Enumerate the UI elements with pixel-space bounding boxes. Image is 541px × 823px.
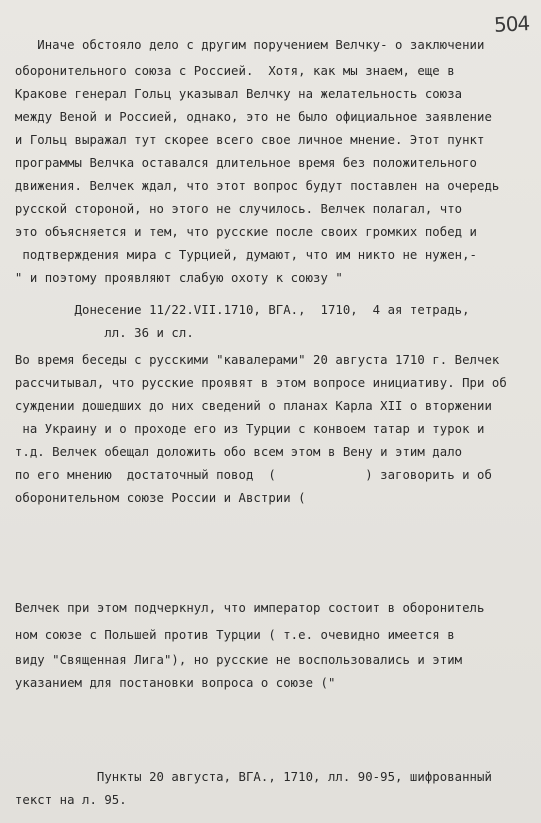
citation-line: Донесение 11/22.VII.1710, ВГА., 1710, 4 ая тетрадь,	[0, 303, 470, 317]
text-line: рассчитывал, что русские проявят в этом вопросе инициативу. При об	[0, 376, 507, 390]
text-line: оборонительного союза с Россией. Хотя, как мы знаем, еще в	[0, 64, 455, 78]
text-line: Кракове генерал Гольц указывал Велчку на желательность союза	[0, 87, 463, 101]
text-line: и Гольц выражал тут скорее всего свое личное мнение. Этот пункт	[0, 133, 485, 147]
text-line: программы Велчка оставался длительное время без положительного	[0, 156, 478, 170]
text-line: подтверждения мира с Турцией, думают, что им никто не нужен,-	[0, 248, 478, 262]
text-line: по его мнению достаточный повод ( ) заговорить и об	[0, 468, 492, 482]
text-line: между Веной и Россией, однако, это не было официальное заявление	[0, 110, 492, 124]
citation-line: текст на л. 95.	[0, 793, 127, 807]
text-line: Иначе обстояло дело с другим поручением Велчку- о заключении	[0, 38, 485, 52]
text-line: Велчек при этом подчеркнул, что император состоит в оборонитель	[0, 601, 485, 615]
text-line: это объясняется и тем, что русские после своих громких побед и	[0, 225, 478, 239]
text-line: русской стороной, но этого не случилось. Велчек полагал, что	[0, 202, 463, 216]
text-line: суждении дошедших до них сведений о планах Карла XII о вторжении	[0, 399, 492, 413]
text-line: оборонительном союзе России и Австрии (	[0, 491, 306, 505]
text-line: указанием для постановки вопроса о союзе ("	[0, 676, 336, 690]
text-line: Во время беседы с русскими "кавалерами" 20 августа 1710 г. Велчек	[0, 353, 500, 367]
text-line: " и поэтому проявляют слабую охоту к союзу "	[0, 271, 343, 285]
text-line: ном союзе с Польшей против Турции ( т.е. очевидно имеется в	[0, 628, 455, 642]
citation-line: Пункты 20 августа, ВГА., 1710, лл. 90-95, шифрованный	[0, 770, 492, 784]
text-line: на Украину и о проходе его из Турции с конвоем татар и турок и	[0, 422, 485, 436]
page-number: 504	[493, 11, 530, 37]
text-line: движения. Велчек ждал, что этот вопрос будут поставлен на очередь	[0, 179, 500, 193]
text-line: т.д. Велчек обещал доложить обо всем этом в Вену и этим дало	[0, 445, 463, 459]
text-line: виду "Священная Лига"), но русские не воспользовались и этим	[0, 653, 463, 667]
citation-line: лл. 36 и сл.	[0, 326, 194, 340]
